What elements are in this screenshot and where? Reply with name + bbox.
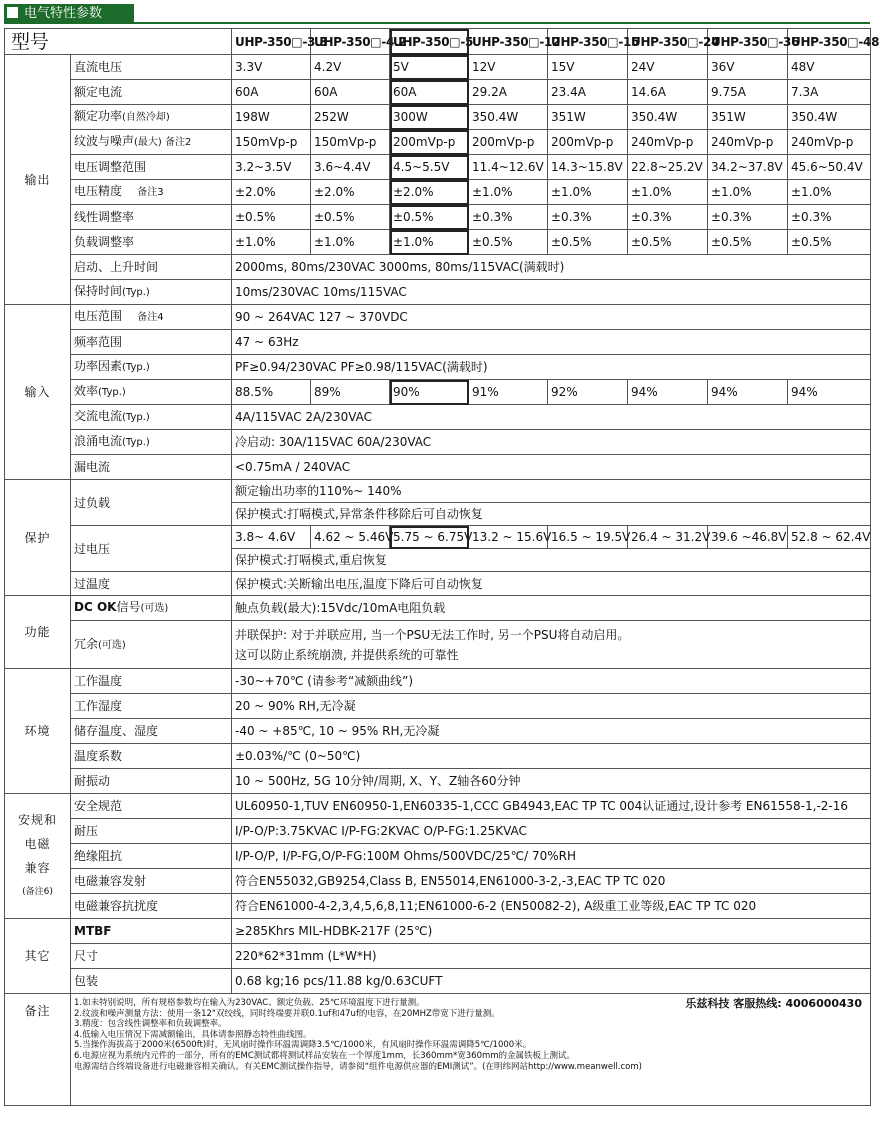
cell-wide: 4A/115VAC 2A/230VAC bbox=[232, 405, 871, 430]
cell-wide: 符合EN61000-4-2,3,4,5,6,8,11;EN61000-6-2 (EN50082-2), A级重工业等级,EAC TP TC 020 bbox=[232, 894, 871, 919]
cell: 94% bbox=[628, 380, 708, 405]
cell: 200mVp-p bbox=[390, 130, 469, 155]
cell: ±0.5% bbox=[788, 230, 871, 255]
cell: 90% bbox=[390, 380, 469, 405]
cell-wide: <0.75mA / 240VAC bbox=[232, 455, 871, 480]
section-header bbox=[4, 4, 134, 23]
spec-row bbox=[5, 769, 871, 794]
spec-row bbox=[5, 405, 871, 430]
cell-wide: 触点负载(最大):15Vdc/10mA电阻负载 bbox=[232, 596, 871, 621]
cell-wide: 2000ms, 80ms/230VAC 3000ms, 80ms/115VAC(满载时) bbox=[232, 255, 871, 280]
cell: 4.62 ~ 5.46V bbox=[311, 526, 390, 549]
cell-wide: ≥285Khrs MIL-HDBK-217F (25℃) bbox=[232, 919, 871, 944]
row-label-text: 功率因素 bbox=[74, 359, 123, 373]
hotline: 乐兹科技 客服热线: 4006000430 bbox=[685, 997, 862, 1010]
cell: 88.5% bbox=[232, 380, 311, 405]
cell-wide: 10 ~ 500Hz, 5G 10分钟/周期, X、Y、Z轴各60分钟 bbox=[232, 769, 871, 794]
spec-row bbox=[5, 80, 871, 105]
row-label-text: 纹波与噪声 bbox=[74, 134, 135, 148]
group-safety-emc bbox=[5, 794, 71, 919]
row-label: 频率范围 bbox=[71, 330, 232, 355]
cell: ±0.5% bbox=[548, 230, 628, 255]
row-label-text: 信号 bbox=[116, 600, 141, 614]
row-label-note: (Typ.) bbox=[122, 437, 150, 448]
spec-row bbox=[5, 526, 871, 549]
cell-wide: PF≥0.94/230VAC PF≥0.98/115VAC(满载时) bbox=[232, 355, 871, 380]
spec-row bbox=[5, 572, 871, 596]
spec-row bbox=[5, 430, 871, 455]
cell: 16.5 ~ 19.5V bbox=[548, 526, 628, 549]
row-label-text: 交流电流 bbox=[74, 409, 123, 423]
group-output: 输出 bbox=[5, 55, 71, 305]
spec-row bbox=[5, 596, 871, 621]
spec-row bbox=[5, 744, 871, 769]
row-label: 负载调整率 bbox=[71, 230, 232, 255]
row-label: 过负载 bbox=[71, 480, 232, 526]
cell: 200mVp-p bbox=[548, 130, 628, 155]
cell-wide: 47 ~ 63Hz bbox=[232, 330, 871, 355]
cell: 39.6 ~46.8V bbox=[708, 526, 788, 549]
text-line: 并联保护: 对于并联应用, 当一个PSU无法工作时, 另一个PSU将自动启用。 bbox=[235, 627, 630, 642]
cell: ±1.0% bbox=[232, 230, 311, 255]
cell-wide: 220*62*31mm (L*W*H) bbox=[232, 944, 871, 969]
spec-row bbox=[5, 969, 871, 994]
cell: 350.4W bbox=[788, 105, 871, 130]
cell: ±1.0% bbox=[390, 230, 469, 255]
row-label: 电磁兼容抗扰度 bbox=[71, 894, 232, 919]
row-label: 温度系数 bbox=[71, 744, 232, 769]
cell: ±2.0% bbox=[311, 180, 390, 205]
cell-wide: 保护模式:打嗝模式,异常条件移除后可自动恢复 bbox=[232, 503, 871, 526]
cell: 3.6~4.4V bbox=[311, 155, 390, 180]
cell: 4.5~5.5V bbox=[390, 155, 469, 180]
cell: 52.8 ~ 62.4V bbox=[788, 526, 871, 549]
cell: ±1.0% bbox=[469, 180, 548, 205]
cell: 92% bbox=[548, 380, 628, 405]
cell: 300W bbox=[390, 105, 469, 130]
cell: 45.6~50.4V bbox=[788, 155, 871, 180]
cell: 24V bbox=[628, 55, 708, 80]
spec-row bbox=[5, 944, 871, 969]
model-row bbox=[5, 29, 871, 55]
cell: 60A bbox=[232, 80, 311, 105]
cell-wide: I/P-O/P, I/P-FG,O/P-FG:100M Ohms/500VDC/25℃/ 70%RH bbox=[232, 844, 871, 869]
cell: ±1.0% bbox=[708, 180, 788, 205]
spec-row bbox=[5, 280, 871, 305]
spec-row bbox=[5, 869, 871, 894]
cell: ±0.5% bbox=[232, 205, 311, 230]
cell: 351W bbox=[708, 105, 788, 130]
header-rule bbox=[4, 22, 870, 24]
cell: 4.2V bbox=[311, 55, 390, 80]
spec-row bbox=[5, 819, 871, 844]
cell: 26.4 ~ 31.2V bbox=[628, 526, 708, 549]
cell: ±1.0% bbox=[311, 230, 390, 255]
row-label bbox=[71, 280, 232, 305]
spec-row bbox=[5, 255, 871, 280]
model-name: UHP-350□-48 bbox=[788, 29, 871, 55]
model-label: 型号 bbox=[5, 29, 232, 55]
cell: ±2.0% bbox=[232, 180, 311, 205]
spec-row bbox=[5, 205, 871, 230]
cell: ±0.3% bbox=[708, 205, 788, 230]
row-label bbox=[71, 621, 232, 669]
spec-row bbox=[5, 155, 871, 180]
cell: 3.8~ 4.6V bbox=[232, 526, 311, 549]
row-label: 过电压 bbox=[71, 526, 232, 572]
row-label bbox=[71, 105, 232, 130]
spec-row bbox=[5, 355, 871, 380]
row-label-note: (Typ.) bbox=[122, 412, 150, 423]
group-input: 输入 bbox=[5, 305, 71, 480]
cell: 3.3V bbox=[232, 55, 311, 80]
row-label-text: 保持时间 bbox=[74, 284, 123, 298]
cell: ±2.0% bbox=[390, 180, 469, 205]
notes-row bbox=[5, 994, 871, 1106]
cell: 252W bbox=[311, 105, 390, 130]
spec-row bbox=[5, 694, 871, 719]
row-label bbox=[71, 430, 232, 455]
cell: 198W bbox=[232, 105, 311, 130]
row-label: 尺寸 bbox=[71, 944, 232, 969]
group-notes: 备注 bbox=[5, 994, 71, 1106]
cell: 36V bbox=[708, 55, 788, 80]
cell: 12V bbox=[469, 55, 548, 80]
note-line: 6.电源应视为系统内元件的一部分，所有的EMC测试都将测试样品安装在一个厚度1mm，长360mm*宽360mm的金属铁板上测试。 bbox=[74, 1050, 576, 1061]
row-label bbox=[71, 355, 232, 380]
row-label-note: (自然冷却) bbox=[122, 112, 170, 123]
spec-row bbox=[5, 230, 871, 255]
cell-wide: 90 ~ 264VAC 127 ~ 370VDC bbox=[232, 305, 871, 330]
spec-row bbox=[5, 621, 871, 669]
cell-wide: 额定输出功率的110%~ 140% bbox=[232, 480, 871, 503]
row-label-text: 额定功率 bbox=[74, 109, 123, 123]
cell-wide: 保护模式:打嗝模式,重启恢复 bbox=[232, 549, 871, 572]
row-label: 电磁兼容发射 bbox=[71, 869, 232, 894]
row-label bbox=[71, 380, 232, 405]
cell: 351W bbox=[548, 105, 628, 130]
cell: 29.2A bbox=[469, 80, 548, 105]
row-label: 启动、上升时间 bbox=[71, 255, 232, 280]
model-name: UHP-350□-5 bbox=[390, 29, 469, 55]
row-label-note: (可选) bbox=[140, 603, 169, 614]
row-label bbox=[71, 596, 232, 621]
cell: ±0.5% bbox=[390, 205, 469, 230]
cell: ±0.5% bbox=[469, 230, 548, 255]
cell-wide: 20 ~ 90% RH,无冷凝 bbox=[232, 694, 871, 719]
cell: 89% bbox=[311, 380, 390, 405]
row-label bbox=[71, 305, 232, 330]
cell: ±0.3% bbox=[628, 205, 708, 230]
spec-row bbox=[5, 480, 871, 503]
cell: ±1.0% bbox=[628, 180, 708, 205]
cell: 94% bbox=[788, 380, 871, 405]
cell: ±0.5% bbox=[628, 230, 708, 255]
cell: ±1.0% bbox=[548, 180, 628, 205]
spec-row bbox=[5, 919, 871, 944]
spec-row bbox=[5, 130, 871, 155]
row-label-text: DC OK bbox=[74, 600, 117, 614]
cell-wide: UL60950-1,TUV EN60950-1,EN60335-1,CCC GB4943,EAC TP TC 004认证通过,设计参考 EN61558-1,-2-16 bbox=[232, 794, 871, 819]
spec-row bbox=[5, 844, 871, 869]
section-title: 电气特性参数 bbox=[24, 6, 103, 21]
cell-wide bbox=[232, 621, 871, 669]
model-name: UHP-350□-15 bbox=[548, 29, 628, 55]
row-label-text: 电压范围 bbox=[74, 309, 123, 323]
row-label: MTBF bbox=[71, 919, 232, 944]
spec-row bbox=[5, 55, 871, 80]
cell: 5.75 ~ 6.75V bbox=[390, 526, 469, 549]
cell: 5V bbox=[390, 55, 469, 80]
cell-wide: 保护模式:关断输出电压,温度下降后可自动恢复 bbox=[232, 572, 871, 596]
row-label-note: 备注4 bbox=[137, 312, 164, 323]
cell: 60A bbox=[311, 80, 390, 105]
cell-wide: 冷启动: 30A/115VAC 60A/230VAC bbox=[232, 430, 871, 455]
cell: 150mVp-p bbox=[232, 130, 311, 155]
text-line: 这可以防止系统崩溃, 并提供系统的可靠性 bbox=[235, 647, 459, 662]
note-line: 2.纹波和噪声测量方法：使用一条12"双绞线，同时终端要并联0.1uf和47uf的电容，在20MHZ带宽下进行量测。 bbox=[74, 1008, 500, 1019]
model-name: UHP-350□-3.3 bbox=[232, 29, 311, 55]
row-label: 工作温度 bbox=[71, 669, 232, 694]
row-label-note: (可选) bbox=[98, 639, 126, 651]
row-label bbox=[71, 405, 232, 430]
cell-wide: 符合EN55032,GB9254,Class B, EN55014,EN61000-3-2,-3,EAC TP TC 020 bbox=[232, 869, 871, 894]
cell: 22.8~25.2V bbox=[628, 155, 708, 180]
cell: ±1.0% bbox=[788, 180, 871, 205]
group-others: 其它 bbox=[5, 919, 71, 994]
spec-row bbox=[5, 105, 871, 130]
model-name: UHP-350□-36 bbox=[708, 29, 788, 55]
note-line: 3.精度：包含线性调整率和负载调整率。 bbox=[74, 1019, 227, 1030]
row-label-text: 电压精度 bbox=[74, 184, 123, 198]
row-label: 电压调整范围 bbox=[71, 155, 232, 180]
row-label bbox=[71, 180, 232, 205]
note-line: 4.低输入电压情况下需减额输出，具体请参照静态特性曲线图。 bbox=[74, 1029, 312, 1040]
spec-row bbox=[5, 669, 871, 694]
cell: ±0.3% bbox=[469, 205, 548, 230]
cell: ±0.3% bbox=[548, 205, 628, 230]
cell: 23.4A bbox=[548, 80, 628, 105]
cell: 34.2~37.8V bbox=[708, 155, 788, 180]
row-label: 绝缘阻抗 bbox=[71, 844, 232, 869]
row-label-note: (Typ.) bbox=[122, 362, 150, 373]
row-label: 漏电流 bbox=[71, 455, 232, 480]
cell-wide: I/P-O/P:3.75KVAC I/P-FG:2KVAC O/P-FG:1.25KVAC bbox=[232, 819, 871, 844]
row-label-text: 冗余 bbox=[74, 636, 99, 651]
row-label: 工作湿度 bbox=[71, 694, 232, 719]
spec-row bbox=[5, 794, 871, 819]
row-label: 储存温度、湿度 bbox=[71, 719, 232, 744]
row-label: 额定电流 bbox=[71, 80, 232, 105]
spec-row bbox=[5, 180, 871, 205]
spec-row bbox=[5, 894, 871, 919]
row-label: 包装 bbox=[71, 969, 232, 994]
cell: ±0.5% bbox=[311, 205, 390, 230]
cell: 200mVp-p bbox=[469, 130, 548, 155]
row-label bbox=[71, 130, 232, 155]
cell: ±0.3% bbox=[788, 205, 871, 230]
row-label-note: 备注3 bbox=[137, 187, 164, 198]
cell-wide: ±0.03%/℃ (0~50℃) bbox=[232, 744, 871, 769]
row-label-note: (Typ.) bbox=[98, 387, 126, 398]
cell: 11.4~12.6V bbox=[469, 155, 548, 180]
cell: 7.3A bbox=[788, 80, 871, 105]
cell: 240mVp-p bbox=[708, 130, 788, 155]
cell: 13.2 ~ 15.6V bbox=[469, 526, 548, 549]
row-label: 安全规范 bbox=[71, 794, 232, 819]
spec-row bbox=[5, 330, 871, 355]
row-label-note: (最大) 备注2 bbox=[134, 137, 192, 148]
group-line: 电磁 bbox=[24, 837, 51, 851]
spec-row bbox=[5, 380, 871, 405]
cell: 150mVp-p bbox=[311, 130, 390, 155]
row-label: 直流电压 bbox=[71, 55, 232, 80]
cell: 350.4W bbox=[628, 105, 708, 130]
group-note: (备注6) bbox=[22, 887, 53, 897]
model-name: UHP-350□-4.2 bbox=[311, 29, 390, 55]
cell: 60A bbox=[390, 80, 469, 105]
spec-row bbox=[5, 305, 871, 330]
row-label: 耐振动 bbox=[71, 769, 232, 794]
cell: 350.4W bbox=[469, 105, 548, 130]
model-name: UHP-350□-12 bbox=[469, 29, 548, 55]
row-label-text: 浪涌电流 bbox=[74, 434, 123, 448]
row-label: 过温度 bbox=[71, 572, 232, 596]
row-label-note: (Typ.) bbox=[122, 287, 150, 298]
group-environment: 环境 bbox=[5, 669, 71, 794]
spec-row bbox=[5, 719, 871, 744]
cell: 9.75A bbox=[708, 80, 788, 105]
note-line: 1.如未特别说明，所有规格参数均在输入为230VAC、额定负载、25℃环境温度下进行量测。 bbox=[74, 998, 425, 1008]
cell: 94% bbox=[708, 380, 788, 405]
note-line: 电源需结合终端设备进行电磁兼容相关确认。有关EMC测试操作指导，请参阅“组件电源供应器的EMI测试”。(在明纬网站http://www.meanwell.com) bbox=[74, 1061, 642, 1072]
cell-wide: 10ms/230VAC 10ms/115VAC bbox=[232, 280, 871, 305]
cell: ±0.5% bbox=[708, 230, 788, 255]
group-function: 功能 bbox=[5, 596, 71, 669]
square-icon bbox=[7, 7, 18, 18]
cell: 240mVp-p bbox=[788, 130, 871, 155]
group-protection: 保护 bbox=[5, 480, 71, 596]
cell: 240mVp-p bbox=[628, 130, 708, 155]
group-line: 安规和 bbox=[17, 813, 57, 827]
cell: 91% bbox=[469, 380, 548, 405]
cell: 3.2~3.5V bbox=[232, 155, 311, 180]
cell: 14.6A bbox=[628, 80, 708, 105]
spec-table bbox=[4, 28, 879, 1106]
spec-row bbox=[5, 455, 871, 480]
model-name: UHP-350□-24 bbox=[628, 29, 708, 55]
notes-cell bbox=[71, 994, 871, 1106]
cell-wide: -40 ~ +85℃, 10 ~ 95% RH,无冷凝 bbox=[232, 719, 871, 744]
row-label: 线性调整率 bbox=[71, 205, 232, 230]
cell: 14.3~15.8V bbox=[548, 155, 628, 180]
cell-wide: -30~+70℃ (请参考“减额曲线”) bbox=[232, 669, 871, 694]
cell: 48V bbox=[788, 55, 871, 80]
row-label: 耐压 bbox=[71, 819, 232, 844]
row-label-text: 效率 bbox=[74, 384, 99, 398]
note-line: 5.当操作海拔高于2000米(6500ft)时，无风扇时操作环温需调降3.5℃/1000米，有风扇时操作环温需调降5℃/1000米。 bbox=[74, 1040, 532, 1051]
cell: 15V bbox=[548, 55, 628, 80]
group-line: 兼容 bbox=[24, 861, 51, 875]
cell-wide: 0.68 kg;16 pcs/11.88 kg/0.63CUFT bbox=[232, 969, 871, 994]
